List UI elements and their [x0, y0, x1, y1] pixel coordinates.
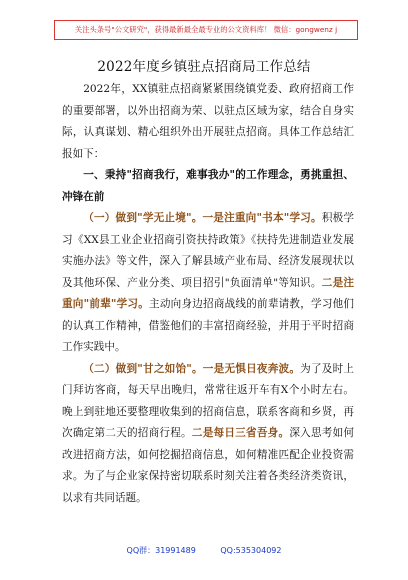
footer-contact — [0, 545, 408, 556]
intro-paragraph: 2022年，XX镇驻点招商紧紧围绕镇党委、政府招商工作的重要部署，以外出招商为荣、以驻点区域为家，结合自身实际，认真谋划、精心组织外出开展驻点招商。具体工作总结汇报如下： — [62, 83, 354, 160]
footer-qq: QQ:535304092 — [220, 546, 282, 555]
document-title: 2022年度乡镇驻点招商局工作总结 — [97, 59, 311, 75]
paragraph-2-text-2: 深入思考如何改进招商方法，如何挖掘招商信息，如何精准匹配企业投资需求。为了与企业家保持密切联系时刻关注着各类经济类资讯，以求有共同话题。 — [62, 427, 355, 504]
paragraph-2-lead: （二）做到"甘之如饴"。一是无惧日夜奔波。 — [83, 362, 301, 375]
paragraph-2-bold-2: 二是每日三省吾身。 — [191, 427, 290, 439]
promo-banner-text: 关注头条号"公文研究"，获得最新最全最专业的公文资料库！ 微信：gongwenz j — [74, 25, 338, 34]
section-heading-text: 一、秉持"招商我行，难事我办"的工作理念，勇挑重担、冲锋在前 — [62, 169, 354, 203]
paragraph-1-bold-2: 二是注重向"前辈"学习。 — [62, 276, 355, 310]
paragraph-2-text: 为了及时上门拜访客商，每天早出晚归，常常往返开车有X个小时左右。晚上到驻地还要整理收集到的招商信息，联系客商和乡贤，再次确定第二天的招商行程。 — [62, 362, 354, 439]
section-heading — [62, 165, 354, 208]
footer-qq-group: QQ群：31991489 — [126, 546, 196, 555]
promo-banner — [54, 20, 358, 40]
paragraph-1-text: 积极学习《XX县工业企业招商引资扶持政策》《扶持先进制造业发展实施办法》等文件，深入了解县域产业布局、经济发展现状以及其他环保、产业分类、项目招引"负面清单"等知识。 — [62, 212, 354, 289]
paragraph-1-lead: （一）做到"学无止境"。一是注重向"书本"学习。 — [83, 212, 322, 224]
document-body — [62, 79, 354, 509]
paragraph-2 — [62, 359, 354, 510]
paragraph-1-text-2: 主动向身边招商战线的前辈请教，学习他们的认真工作精神，借鉴他们的丰富招商经验，并用于平时招商工作实践中。 — [62, 298, 355, 353]
paragraph-1 — [62, 208, 354, 359]
